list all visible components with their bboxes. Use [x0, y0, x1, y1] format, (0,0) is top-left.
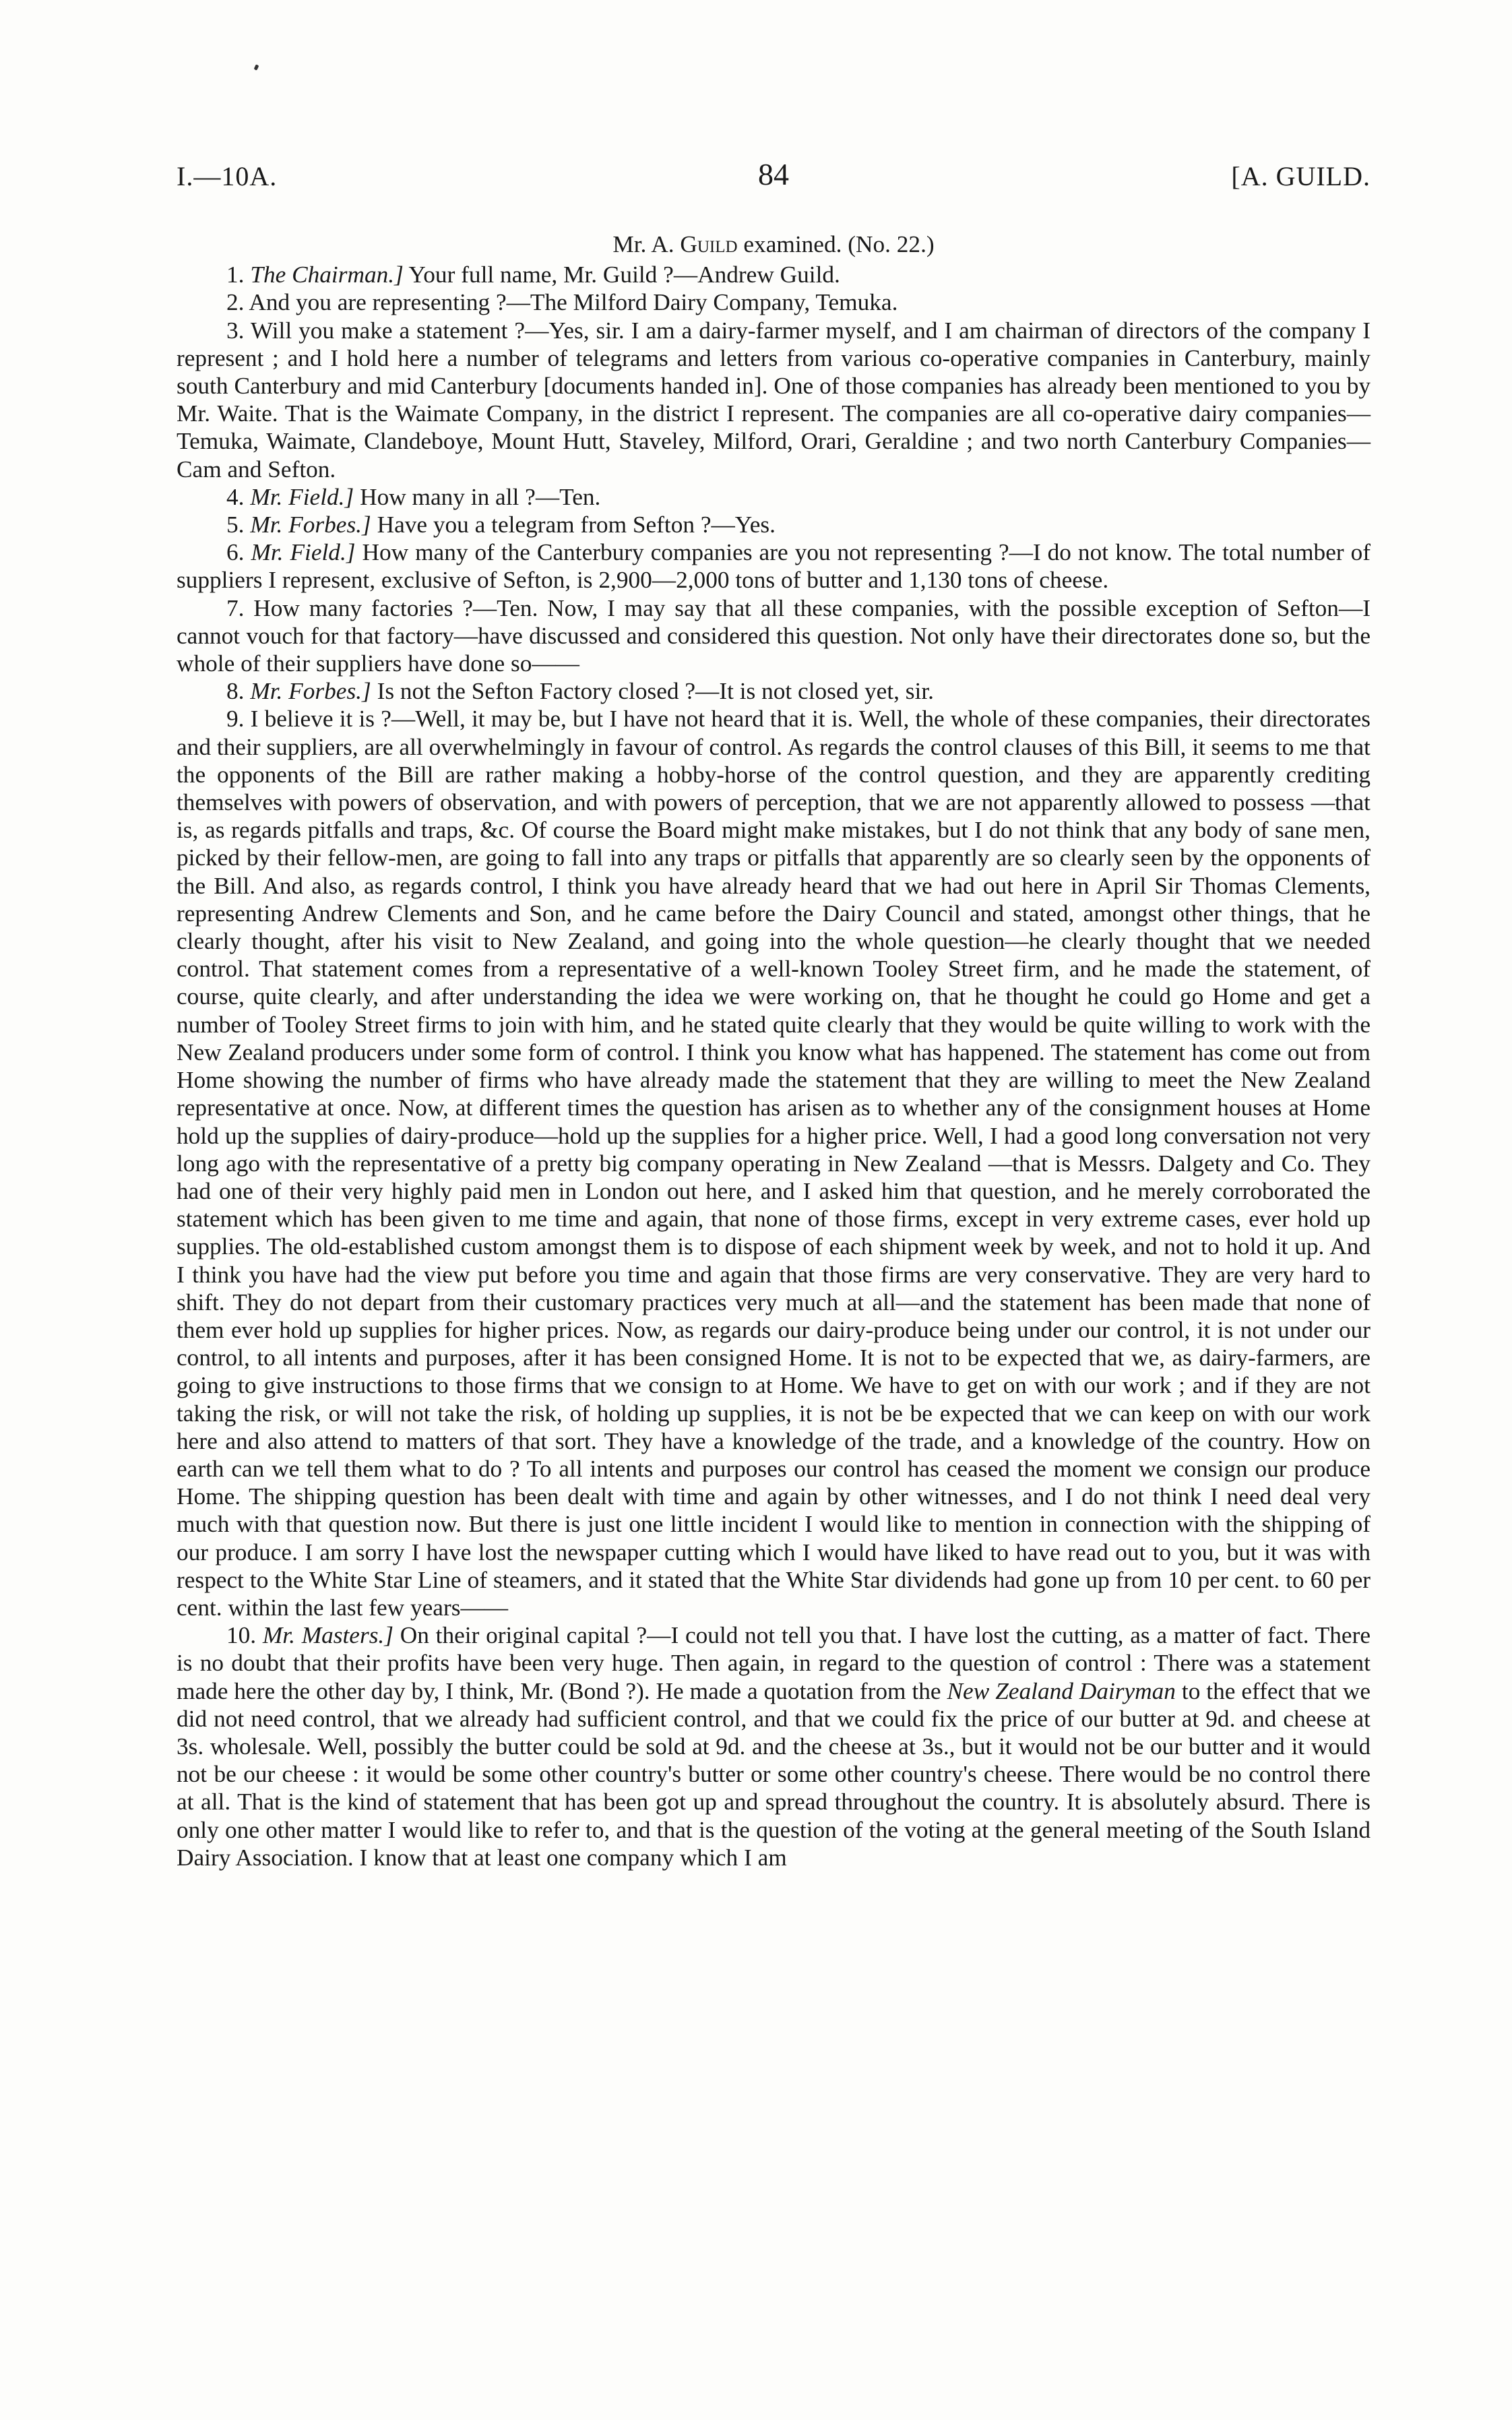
question-paragraph — [177, 483, 1371, 511]
ink-speck — [254, 64, 259, 70]
document-body — [177, 230, 1371, 1871]
question-paragraph — [177, 705, 1371, 1621]
paragraph-text: I believe it is ?—Well, it may be, but I have not heard that it is. Well, the whole of these companies, their directorates and their suppliers, are all overwhelmingly in favour of control. As regards the control clauses of this Bill, it seems to me that the opponents of the Bill are rather making a hobby-horse of the control question, and they are apparently crediting themselves with powers of observation, and with powers of perception, that we are not apparently allowed to possess —that is, as regards pitfalls and traps, &c. Of course the Board might make mistakes, but I do not think that any body of sane men, picked by their fellow-men, are going to fall into any traps or pitfalls that apparently are so clearly seen by the opponents of the Bill. And also, as regards control, I think you have already heard that we had out here in April Sir Thomas Clements, representing Andrew Clements and Son, and he came before the Dairy Council and stated, amongst other things, that he clearly thought, after his visit to New Zealand, and going into the whole question—he clearly thought that we needed control. That statement comes from a representative of a well-known Tooley Street firm, and he made the statement, of course, quite clearly, and after understanding the idea we were working on, that he thought he could go Home and get a number of Tooley Street firms to join with him, and he stated quite clearly that they would be quite willing to work with the New Zealand producers under some form of control. I think you know what has happened. The statement has come out from Home showing the number of firms who have already made the statement that they are willing to meet the New Zealand representative at once. Now, at different times the question has arisen as to whether any of the consignment houses at Home hold up the supplies of dairy-produce—hold up the supplies for a higher price. Well, I had a good long conversation not very long ago with the representative of a pretty big company operating in New Zealand —that is Messrs. Dalgety and Co. They had one of their very highly paid men in London out here, and I asked him that question, and he merely corroborated the statement which has been given to me time and again, that none of those firms, except in very extreme cases, ever hold up supplies. The old-established custom amongst them is to dispose of each shipment week by week, and not to hold it up. And I think you have had the view put before you time and again that those firms are very conservative. They are very hard to shift. They do not depart from their customary practices very much at all—and the statement has been made that none of them ever hold up supplies for higher prices. Now, as regards our dairy-produce being under our control, it is not under our control, to all intents and purposes, after it has been consigned Home. It is not to be expected that we, as dairy-farmers, are going to give instructions to those firms that we consign to at Home. We have to get on with our work ; and if they are not taking the risk, or will not take the risk, of holding up supplies, it is not be be expected that we can keep on with our work here and also attend to matters of that sort. They have a knowledge of the trade, and a knowledge of the country. How on earth can we tell them what to do ? To all intents and purposes our control has ceased the moment we consign our produce Home. The shipping question has been dealt with time and again by other witnesses, and I do not think I need deal very much with that question now. But there is just one little incident I would like to mention in connection with the shipping of our produce. I am sorry I have lost the newspaper cutting which I would have liked to have read out to you, but it was with respect to the White Star Line of steamers, and it stated that the White Star dividends had gone up from 10 per cent. to 60 per cent. within the last few years—— — [177, 706, 1371, 1621]
paragraph-text-continued: to the effect that we did not need control, that we already had sufficient control, and that we could fix the price of our butter at 9d. and cheese at 3s. wholesale. Well, possibly the butter could be sold at 9d. and the cheese at 3s., but it would not be our butter and it would not be our cheese : it would be some other country's butter or some other country's cheese. There would be no control there at all. That is the kind of statement that has been got up and spread throughout the country. It is absolutely absurd. There is only one other matter I would like to refer to, and that is the question of the voting at the general meeting of the South Island Dairy Association. I know that at least one company which I am — [177, 1677, 1371, 1871]
paragraph-text: Will you make a statement ?—Yes, sir. I am a dairy-farmer myself, and I am chairman of directors of the company I represent ; and I hold here a number of telegrams and letters from various co-operative companies in Canterbury, mainly south Canterbury and mid Canterbury [documents handed in]. One of those companies has already been mentioned to you by Mr. Waite. That is the Waimate Company, in the district I represent. The companies are all co-operative dairy companies—Temuka, Waimate, Clandeboye, Mount Hutt, Staveley, Milford, Orari, Geraldine ; and two north Canterbury Companies—Cam and Sefton. — [177, 317, 1371, 483]
question-paragraph — [177, 511, 1371, 538]
paragraph-text: On their original capital ?—I could not tell you that. I have lost the cutting, as a matter of fact. There is no doubt that their profits have been very huge. Then again, in regard to the question of control : There was a statement made here the other day by, I think, Mr. (Bond ?). He made a quotation from the — [177, 1622, 1371, 1704]
speaker: The Chairman.] — [250, 261, 404, 288]
paragraph-text: How many factories ?—Ten. Now, I may say that all these companies, with the possible exception of Sefton—I cannot vouch for that factory—have discussed and considered this question. Not only have their directorates done so, but the whole of their suppliers have done so—— — [177, 594, 1371, 677]
page-number: 84 — [758, 157, 789, 191]
question-paragraph — [177, 317, 1371, 483]
paragraph-text: How many in all ?—Ten. — [360, 483, 601, 510]
speaker: Mr. Field.] — [251, 539, 356, 566]
question-paragraph — [177, 288, 1371, 316]
question-paragraph — [177, 1621, 1371, 1871]
speaker: Mr. Forbes.] — [250, 678, 371, 705]
witness-name-header: [A. GUILD. — [1231, 161, 1371, 191]
paragraph-text: Is not the Sefton Factory closed ?—It is not closed yet, sir. — [377, 678, 934, 705]
publication-title: New Zealand Dairyman — [947, 1677, 1176, 1704]
question-number: 8. — [226, 678, 245, 705]
question-number: 6. — [226, 539, 245, 566]
question-paragraph — [177, 677, 1371, 705]
speaker: Mr. Forbes.] — [250, 511, 371, 538]
paragraph-text: Have you a telegram from Sefton ?—Yes. — [377, 511, 776, 538]
heading-prefix: Mr. A. — [612, 231, 674, 257]
paragraph-text: How many of the Canterbury companies are you not representing ?—I do not know. The total number of suppliers I represent, exclusive of Sefton, is 2,900—2,000 tons of butter and 1,130 tons of cheese. — [177, 539, 1371, 594]
speaker: Mr. Masters.] — [262, 1622, 393, 1649]
question-number: 3. — [226, 317, 245, 344]
paragraph-text: And you are representing ?—The Milford Dairy Company, Temuka. — [249, 289, 898, 316]
heading-suffix: examined. (No. 22.) — [743, 231, 935, 257]
question-number: 9. — [226, 706, 245, 733]
question-number: 4. — [226, 483, 245, 510]
question-number: 7. — [226, 594, 245, 621]
question-number: 5. — [226, 511, 245, 538]
question-number: 2. — [226, 289, 245, 316]
speaker: Mr. Field.] — [250, 483, 354, 510]
paragraph-text: Your full name, Mr. Guild ?—Andrew Guild. — [408, 261, 840, 288]
question-paragraph — [177, 594, 1371, 678]
question-number: 1. — [226, 261, 245, 288]
question-number: 10. — [226, 1622, 257, 1649]
page-header — [177, 157, 1371, 201]
heading-name: Guild — [680, 231, 738, 257]
question-paragraph — [177, 538, 1371, 594]
document-reference: I.—10A. — [177, 161, 278, 191]
examination-heading — [177, 230, 1371, 258]
question-paragraph — [177, 261, 1371, 288]
